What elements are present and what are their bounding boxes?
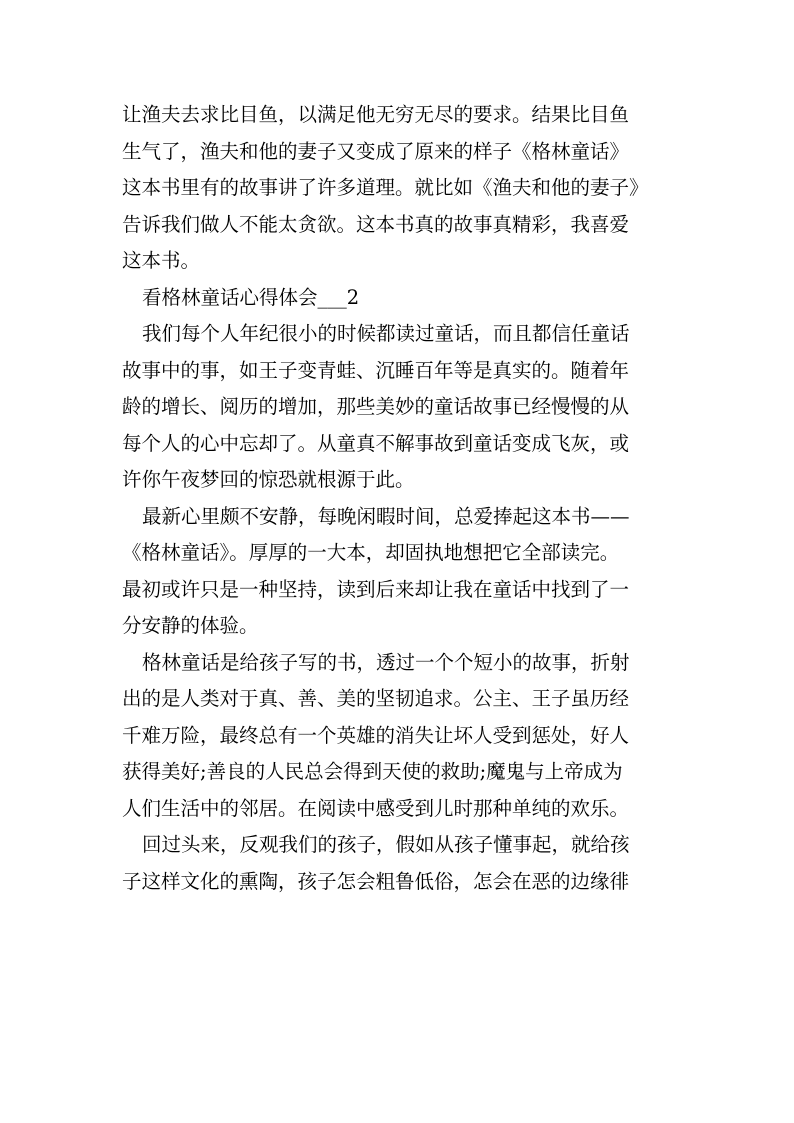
text-line: 获得美好;善良的人民总会得到天使的救助;魔鬼与上帝成为 — [122, 760, 623, 783]
text-line: 最初或许只是一种坚持，读到后来却让我在童话中找到了一 — [122, 577, 630, 601]
text-line: 我们每个人年纪很小的时候都读过童话，而且都信任童话 — [142, 322, 630, 345]
text-line: 人们生活中的邻居。在阅读中感受到儿时那种单纯的欢乐。 — [122, 796, 630, 820]
section-heading: 看格林童话心得体会___2 — [142, 285, 360, 309]
text-line: 让渔夫去求比目鱼，以满足他无穷无尽的要求。结果比目鱼 — [122, 103, 630, 126]
text-line: 出的是人类对于真、善、美的坚韧追求。公主、王子虽历经 — [122, 687, 630, 710]
text-line: 《格林童话》。厚厚的一大本，却固执地想把它全部读完。 — [122, 541, 620, 564]
text-line: 生气了，渔夫和他的妻子又变成了原来的样子《格林童话》 — [122, 139, 630, 163]
text-line: 这本书里有的故事讲了许多道理。就比如《渔夫和他的妻子》 — [122, 176, 649, 199]
text-line: 许你午夜梦回的惊恐就根源于此。 — [122, 468, 415, 491]
document-body — [122, 97, 682, 900]
text-line: 这本书。 — [122, 249, 201, 272]
text-line: 子这样文化的熏陶，孩子怎会粗鲁低俗，怎会在恶的边缘徘 — [122, 869, 630, 893]
text-line: 回过头来，反观我们的孩子，假如从孩子懂事起，就给孩 — [142, 833, 630, 856]
text-line: 最新心里颇不安静，每晚闲暇时间，总爱捧起这本书—— — [142, 504, 630, 528]
text-line: 格林童话是给孩子写的书，透过一个个短小的故事，折射 — [142, 650, 630, 674]
text-line: 分安静的体验。 — [122, 614, 259, 637]
text-line: 龄的增长、阅历的增加，那些美妙的童话故事已经慢慢的从 — [122, 395, 630, 418]
text-line: 故事中的事，如王子变青蛙、沉睡百年等是真实的。随着年 — [122, 358, 630, 382]
text-line: 千难万险，最终总有一个英雄的消失让坏人受到惩处，好人 — [122, 723, 630, 747]
text-line: 告诉我们做人不能太贪欲。这本书真的故事真精彩，我喜爱 — [122, 212, 630, 236]
text-line: 每个人的心中忘却了。从童真不解事故到童话变成飞灰，或 — [122, 431, 630, 455]
